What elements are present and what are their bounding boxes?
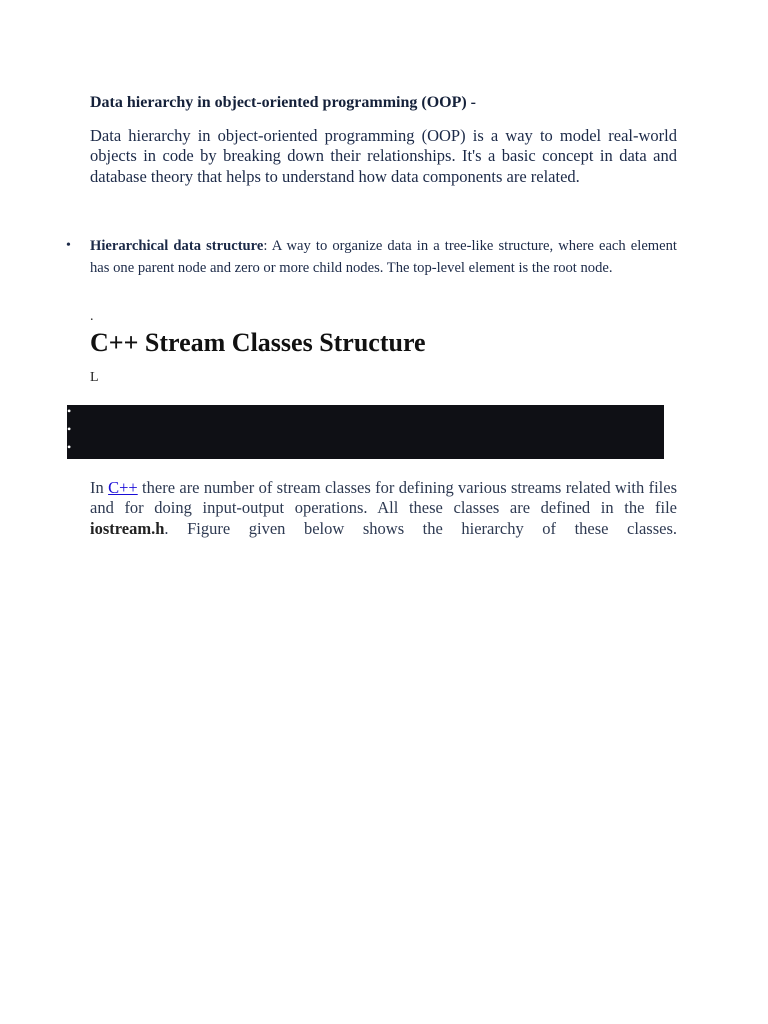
banner-bullet-icon: •	[67, 422, 72, 436]
bullet-dot-icon: •	[66, 238, 71, 253]
oop-heading: Data hierarchy in object-oriented programming (OOP) -	[90, 94, 477, 111]
banner-bullet-icon: •	[67, 440, 72, 454]
stream-prefix: In	[90, 478, 109, 497]
stream-suffix: . Figure given below shows the hierarchy of these classes.	[164, 518, 677, 538]
banner-bullet-icon: •	[67, 404, 72, 418]
stray-letter: L	[90, 370, 99, 385]
stream-middle: there are number of stream classes for defining various streams related with files and for doing input-output operations. All these classes are defined in the file	[90, 478, 677, 518]
iostream-file-name: iostream.h	[90, 518, 165, 538]
intro-paragraph: Data hierarchy in object-oriented programming (OOP) is a way to model real-world objects in code by breaking down their relationships. It's a basic concept in data and database theory that helps to understand how data components are related.	[90, 126, 677, 186]
stray-dot: .	[90, 309, 94, 324]
dark-banner	[67, 405, 664, 459]
bullet-term: Hierarchical data structure	[90, 238, 264, 254]
bullet-list	[66, 235, 677, 279]
list-item	[66, 235, 677, 279]
cpp-link[interactable]: C++	[108, 478, 138, 497]
bullet-text: : A way to organize data in a tree-like structure, where each element has one parent node and zero or more child nodes. The top-level element is the root node.	[90, 238, 677, 276]
section-title: C++ Stream Classes Structure	[90, 328, 426, 357]
stream-paragraph	[90, 478, 677, 539]
